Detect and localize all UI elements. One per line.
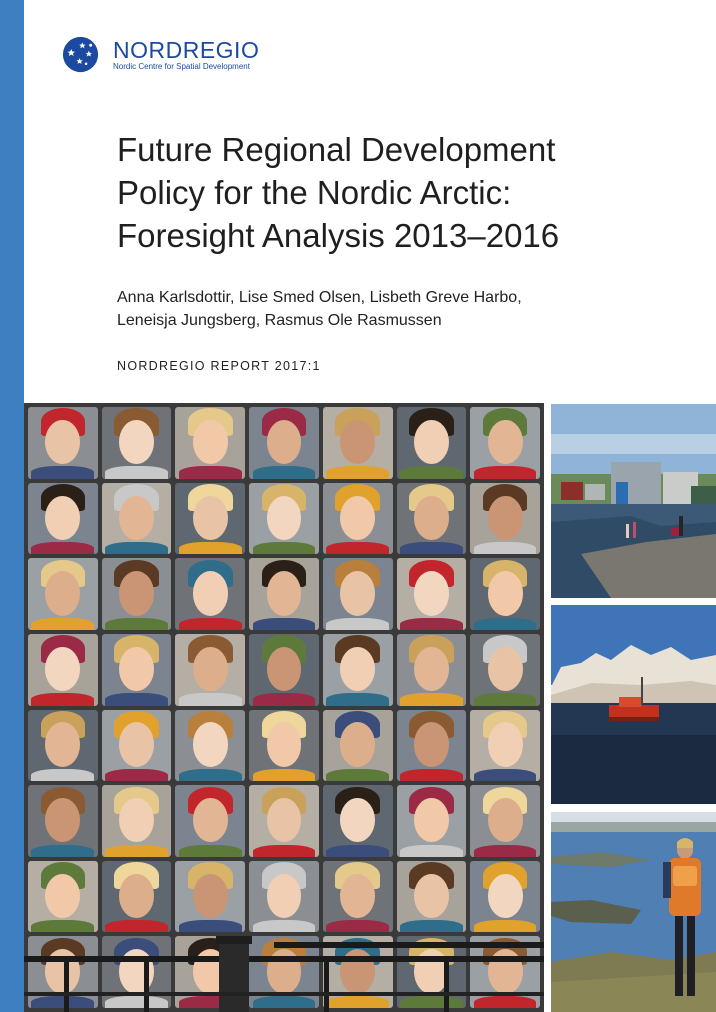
- portrait-tile: [175, 785, 245, 857]
- portrait-tile: [175, 710, 245, 782]
- portrait-tile: [249, 558, 319, 630]
- portrait-tile: [175, 634, 245, 706]
- nordregio-globe-icon: [62, 36, 99, 73]
- portrait-tile: [323, 861, 393, 933]
- portrait-tile: [470, 785, 540, 857]
- author-line: Anna Karlsdottir, Lise Smed Olsen, Lisbeth Greve Harbo,: [117, 289, 522, 306]
- title-line: Foresight Analysis 2013–2016: [117, 217, 560, 254]
- portrait-tile: [323, 785, 393, 857]
- portrait-tile: [175, 558, 245, 630]
- portrait-tile: [397, 861, 467, 933]
- portrait-tile: [470, 861, 540, 933]
- portrait-tile: [102, 483, 172, 555]
- portrait-tile: [397, 785, 467, 857]
- portrait-tile: [249, 634, 319, 706]
- photo-coastal-village: [551, 404, 716, 598]
- portrait-tile: [323, 710, 393, 782]
- portrait-tile: [397, 710, 467, 782]
- report-number: NORDREGIO REPORT 2017:1: [117, 359, 321, 373]
- publisher-name: NORDREGIO: [113, 36, 260, 63]
- portrait-tile: [102, 785, 172, 857]
- title-line: Policy for the Nordic Arctic:: [117, 174, 512, 211]
- portrait-tile: [102, 407, 172, 479]
- publisher-logo: [62, 36, 259, 73]
- author-line: Leneisja Jungsberg, Rasmus Ole Rasmussen: [117, 312, 442, 329]
- portrait-tile: [28, 558, 98, 630]
- portrait-tile: [175, 861, 245, 933]
- portrait-tile: [249, 861, 319, 933]
- portrait-tile: [102, 634, 172, 706]
- portrait-tile: [175, 407, 245, 479]
- photo-hiker-fjord: [551, 812, 716, 1012]
- portrait-tile: [397, 558, 467, 630]
- portrait-tile: [323, 558, 393, 630]
- cover-spine-stripe: [0, 0, 24, 1012]
- portrait-tile: [249, 710, 319, 782]
- portrait-tile: [470, 634, 540, 706]
- portrait-tile: [397, 634, 467, 706]
- portrait-tile: [28, 483, 98, 555]
- portrait-tile: [102, 710, 172, 782]
- portrait-tile: [397, 483, 467, 555]
- portrait-tile: [102, 861, 172, 933]
- portrait-tile: [323, 483, 393, 555]
- portrait-tile: [249, 785, 319, 857]
- portrait-tile: [470, 483, 540, 555]
- photo-icebergs-boat: [551, 605, 716, 804]
- portrait-tile: [323, 634, 393, 706]
- title-line: Future Regional Development: [117, 131, 556, 168]
- portrait-tile: [470, 407, 540, 479]
- report-title: [117, 128, 677, 257]
- portrait-tile: [28, 634, 98, 706]
- portrait-tile: [28, 407, 98, 479]
- publisher-tagline: Nordic Centre for Spatial Development: [113, 61, 250, 71]
- portrait-tile: [470, 558, 540, 630]
- portrait-tile: [323, 407, 393, 479]
- portrait-tile: [28, 710, 98, 782]
- portrait-tile: [28, 861, 98, 933]
- portrait-tile: [397, 407, 467, 479]
- portrait-tile: [249, 407, 319, 479]
- portrait-tile: [249, 483, 319, 555]
- author-list: [117, 286, 677, 332]
- fence-railing: [24, 932, 544, 1012]
- portrait-tile: [102, 558, 172, 630]
- portrait-tile: [28, 785, 98, 857]
- children-portrait-mosaic: [24, 403, 544, 1012]
- portrait-tile: [470, 710, 540, 782]
- portrait-tile: [175, 483, 245, 555]
